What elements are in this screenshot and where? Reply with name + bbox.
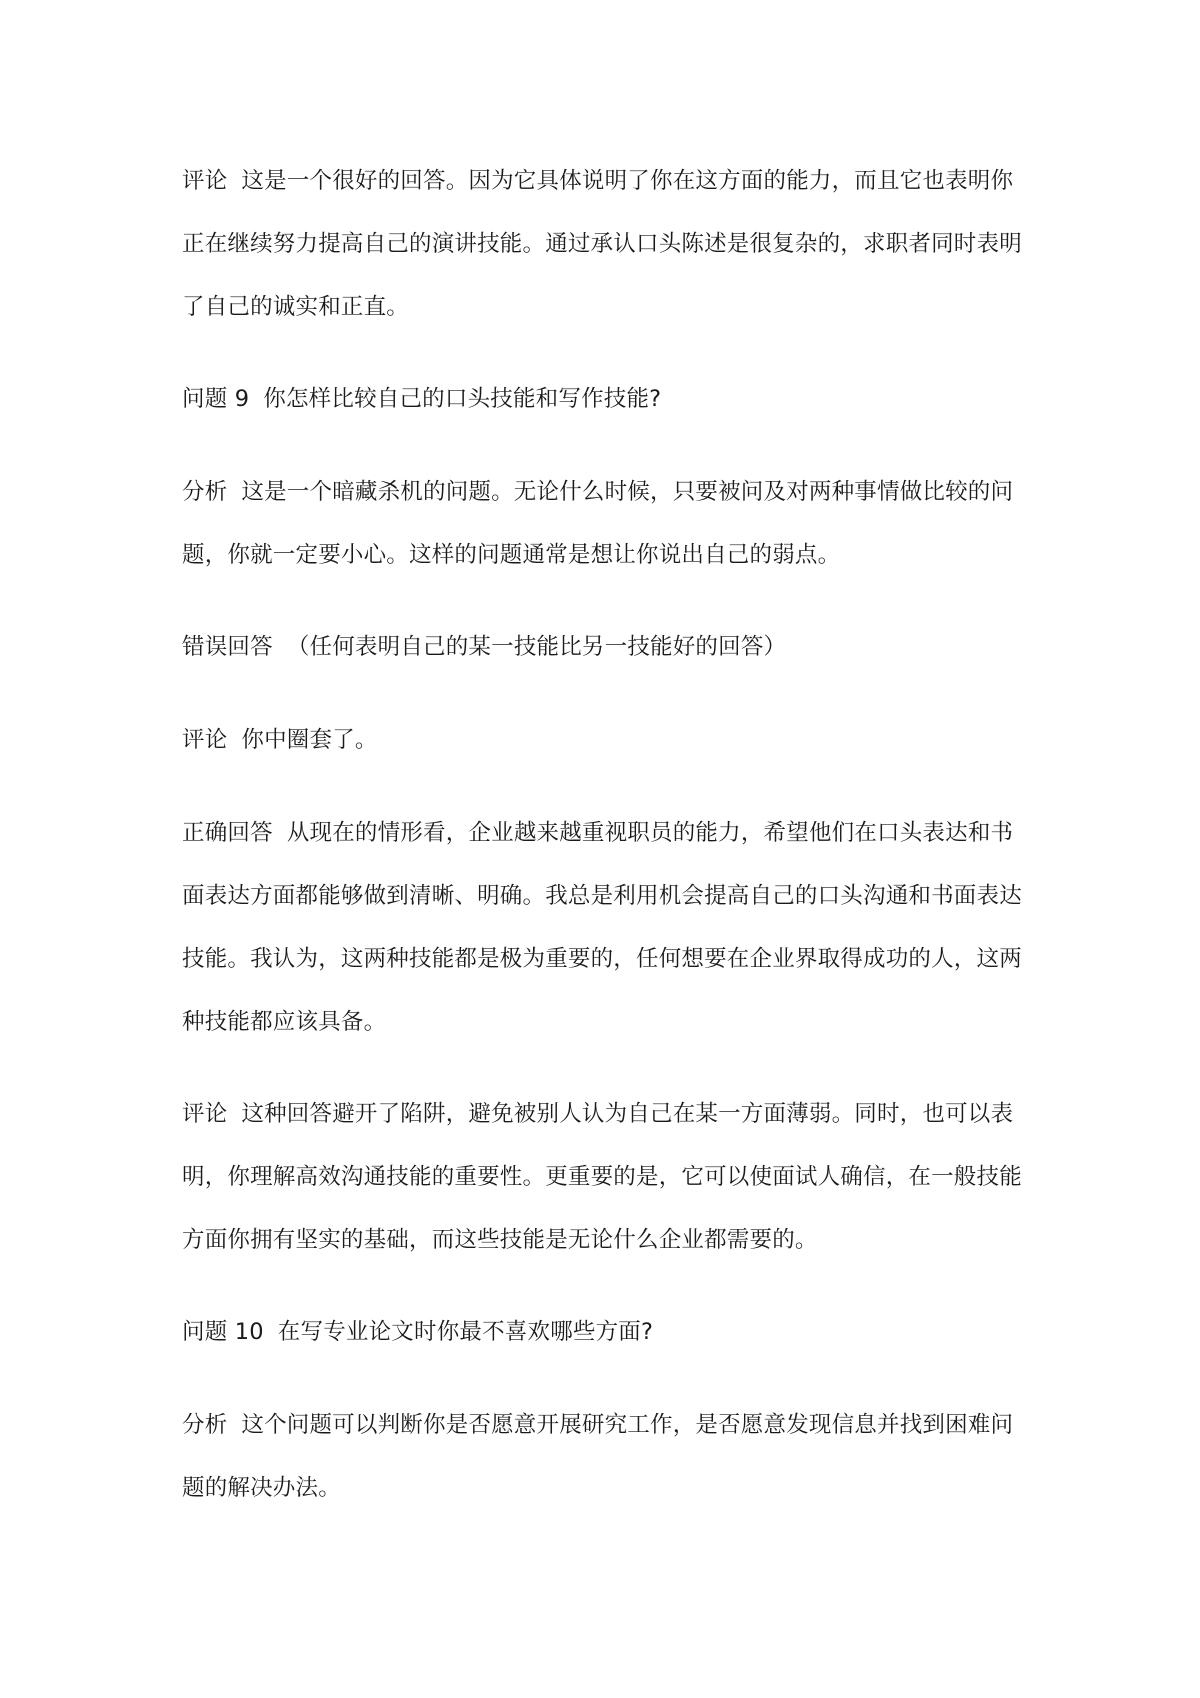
paragraph-text: 你中圈套了。 xyxy=(241,727,378,753)
paragraph-label: 评论 xyxy=(182,1101,228,1127)
paragraph-comment-1 xyxy=(182,150,1027,339)
paragraph-comment-2 xyxy=(182,709,1027,772)
paragraph-comment-3 xyxy=(182,1083,1027,1272)
paragraph-correct-answer xyxy=(182,802,1027,1054)
paragraph-wrong-answer xyxy=(182,616,1027,679)
paragraph-text: 这种回答避开了陷阱，避免被别人认为自己在某一方面薄弱。同时，也可以表明，你理解高效沟通技能的重要性。更重要的是，它可以使面试人确信，在一般技能方面你拥有坚实的基础，而这些技能是无论什么企业都需要的。 xyxy=(182,1101,1022,1253)
paragraph-analysis-1 xyxy=(182,461,1027,587)
paragraph-text: （任何表明自己的某一技能比另一技能好的回答） xyxy=(286,634,787,660)
paragraph-label: 评论 xyxy=(182,727,228,753)
paragraph-text: 从现在的情形看，企业越来越重视职员的能力，希望他们在口头表达和书面表达方面都能够做到清晰、明确。我总是利用机会提高自己的口头沟通和书面表达技能。我认为，这两种技能都是极为重要的，任何想要在企业界取得成功的人，这两种技能都应该具备。 xyxy=(182,820,1022,1035)
paragraph-question-10 xyxy=(182,1301,1027,1364)
paragraph-text: 这是一个很好的回答。因为它具体说明了你在这方面的能力，而且它也表明你正在继续努力提高自己的演讲技能。通过承认口头陈述是很复杂的，求职者同时表明了自己的诚实和正直。 xyxy=(182,168,1022,320)
paragraph-text: 你怎样比较自己的口头技能和写作技能? xyxy=(263,386,662,412)
paragraph-label: 问题 10 xyxy=(182,1319,264,1345)
paragraph-label: 正确回答 xyxy=(182,820,273,846)
paragraph-label: 错误回答 xyxy=(182,634,273,660)
document-body xyxy=(182,150,1027,1549)
paragraph-label: 分析 xyxy=(182,479,228,505)
paragraph-label: 问题 9 xyxy=(182,386,250,412)
paragraph-text: 在写专业论文时你最不喜欢哪些方面? xyxy=(277,1319,654,1345)
paragraph-analysis-2 xyxy=(182,1394,1027,1520)
paragraph-text: 这是一个暗藏杀机的问题。无论什么时候，只要被问及对两种事情做比较的问题，你就一定要小心。这样的问题通常是想让你说出自己的弱点。 xyxy=(182,479,1014,568)
paragraph-label: 分析 xyxy=(182,1412,228,1438)
paragraph-text: 这个问题可以判断你是否愿意开展研究工作，是否愿意发现信息并找到困难问题的解决办法。 xyxy=(182,1412,1014,1501)
paragraph-question-9 xyxy=(182,368,1027,431)
paragraph-label: 评论 xyxy=(182,168,228,194)
